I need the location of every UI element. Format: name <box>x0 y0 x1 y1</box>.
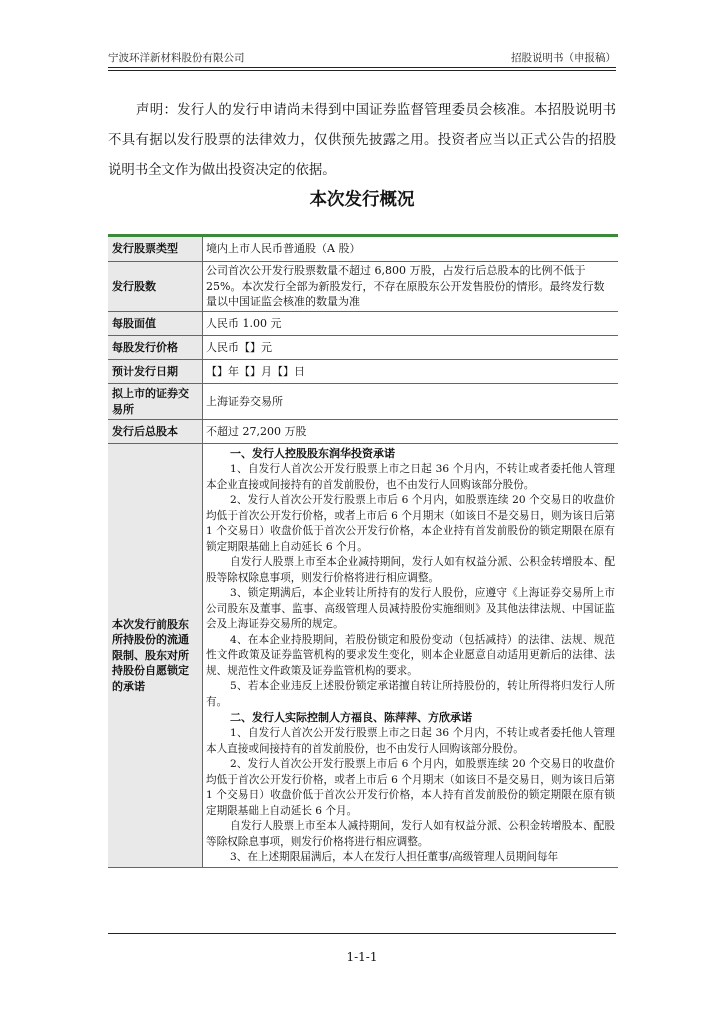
header-doc-type: 招股说明书（申报稿） <box>511 52 616 64</box>
row-value: 公司首次公开发行股票数量不超过 6,800 万股，占发行后总股本的比例不低于 25%。本次发行全部为新股发行，不存在原股东公开发售股份的情形。最终发行数量以中国证监会核准的数量为准 <box>203 262 619 312</box>
header-company: 宁波环洋新材料股份有限公司 <box>108 52 245 64</box>
row-label: 预计发行日期 <box>108 360 203 384</box>
table-row <box>108 384 618 420</box>
page-number: 1-1-1 <box>346 950 378 964</box>
row-label: 发行股票类型 <box>108 236 203 262</box>
disclaimer-statement: 声明：发行人的发行申请尚未得到中国证券监督管理委员会核准。本招股说明书不具有据以发行股票的法律效力，仅供预先披露之用。投资者应当以正式公告的招股说明书全文作为做出投资决定的依据。 <box>108 103 616 178</box>
paragraph: 自发行人股票上市至本人减持期间，发行人如有权益分派、公积金转增股本、配股等除权除息事项，则发行价格将进行相应调整。 <box>206 820 615 848</box>
row-label: 发行股数 <box>108 262 203 312</box>
paragraph: 5、若本企业违反上述股份锁定承诺擅自转让所持股份的，转让所得将归发行人所有。 <box>206 680 615 708</box>
paragraph: 2、发行人首次公开发行股票上市后 6 个月内，如股票连续 20 个交易日的收盘价均低于首次公开发行价格，或者上市后 6 个月期末（如该日不是交易日，则为该日后第 1 个交易日）收盘价低于首次公开发行价格，本人持有首发前股份的锁定期限在原有锁定期限基础上自动延长 6 个月。 <box>206 758 615 817</box>
row-label: 本次发行前股东所持股份的流通限制、股东对所持股份自愿锁定的承诺 <box>108 444 203 868</box>
paragraph: 自发行人股票上市至本企业减持期间，发行人如有权益分派、公积金转增股本、配股等除权除息事项，则发行价格将进行相应调整。 <box>206 556 615 584</box>
paragraph: 4、在本企业持股期间，若股份锁定和股份变动（包括减持）的法律、法规、规范性文件政策及证券监管机构的要求发生变化，则本企业愿意自动适用更新后的法律、法规、规范性文件政策及证券监管机构的要求。 <box>206 633 615 677</box>
row-value: 人民币【】元 <box>203 336 619 360</box>
paragraph: 2、发行人首次公开发行股票上市后 6 个月内，如股票连续 20 个交易日的收盘价均低于首次公开发行价格，或者上市后 6 个月期末（如该日不是交易日，则为该日后第 1 个交易日）收盘价低于首次公开发行价格，本企业持有首发前股份的锁定期限在原有锁定期限基础上自动延长 6 个月。 <box>206 494 615 553</box>
row-value: 不超过 27,200 万股 <box>203 420 619 444</box>
row-label: 每股发行价格 <box>108 336 203 360</box>
table-row <box>108 312 618 336</box>
table-row <box>108 444 618 868</box>
section-heading: 一、发行人控股股东润华投资承诺 <box>230 447 395 460</box>
row-value: 人民币 1.00 元 <box>203 312 619 336</box>
row-label: 拟上市的证券交易所 <box>108 384 203 420</box>
table-row <box>108 360 618 384</box>
lockup-commitments <box>203 444 619 868</box>
paragraph: 3、锁定期满后，本企业转让所持有的发行人股份，应遵守《上海证券交易所上市公司股东及董事、监事、高级管理人员减持股份实施细则》及其他法律法规、中国证监会及上海证券交易所的规定。 <box>206 587 615 630</box>
paragraph: 1、自发行人首次公开发行股票上市之日起 36 个月内，不转让或者委托他人管理本企业直接或间接持有的首发前股份，也不由发行人回购该部分股份。 <box>206 463 615 491</box>
paragraph: 1、自发行人首次公开发行股票上市之日起 36 个月内，不转让或者委托他人管理本人直接或间接持有的首发前股份，也不由发行人回购该部分股份。 <box>206 727 615 755</box>
table-row <box>108 262 618 312</box>
row-label: 每股面值 <box>108 312 203 336</box>
header-rule-thin <box>108 70 616 71</box>
section-heading: 二、发行人实际控制人方福良、陈萍萍、方欣承诺 <box>230 711 472 724</box>
page-header <box>108 50 616 66</box>
header-rule <box>108 67 616 68</box>
table-row <box>108 236 618 262</box>
row-value: 上海证券交易所 <box>203 384 619 420</box>
table-row <box>108 420 618 444</box>
table-row <box>108 336 618 360</box>
row-label: 发行后总股本 <box>108 420 203 444</box>
page-title: 本次发行概况 <box>309 190 415 210</box>
offering-overview-table <box>108 234 618 868</box>
paragraph: 3、在上述期限届满后，本人在发行人担任董事/高级管理人员期间每年 <box>230 851 559 863</box>
row-value: 境内上市人民币普通股（A 股） <box>203 236 619 262</box>
footer-rule <box>108 933 616 934</box>
row-value: 【】年【】月【】日 <box>203 360 619 384</box>
